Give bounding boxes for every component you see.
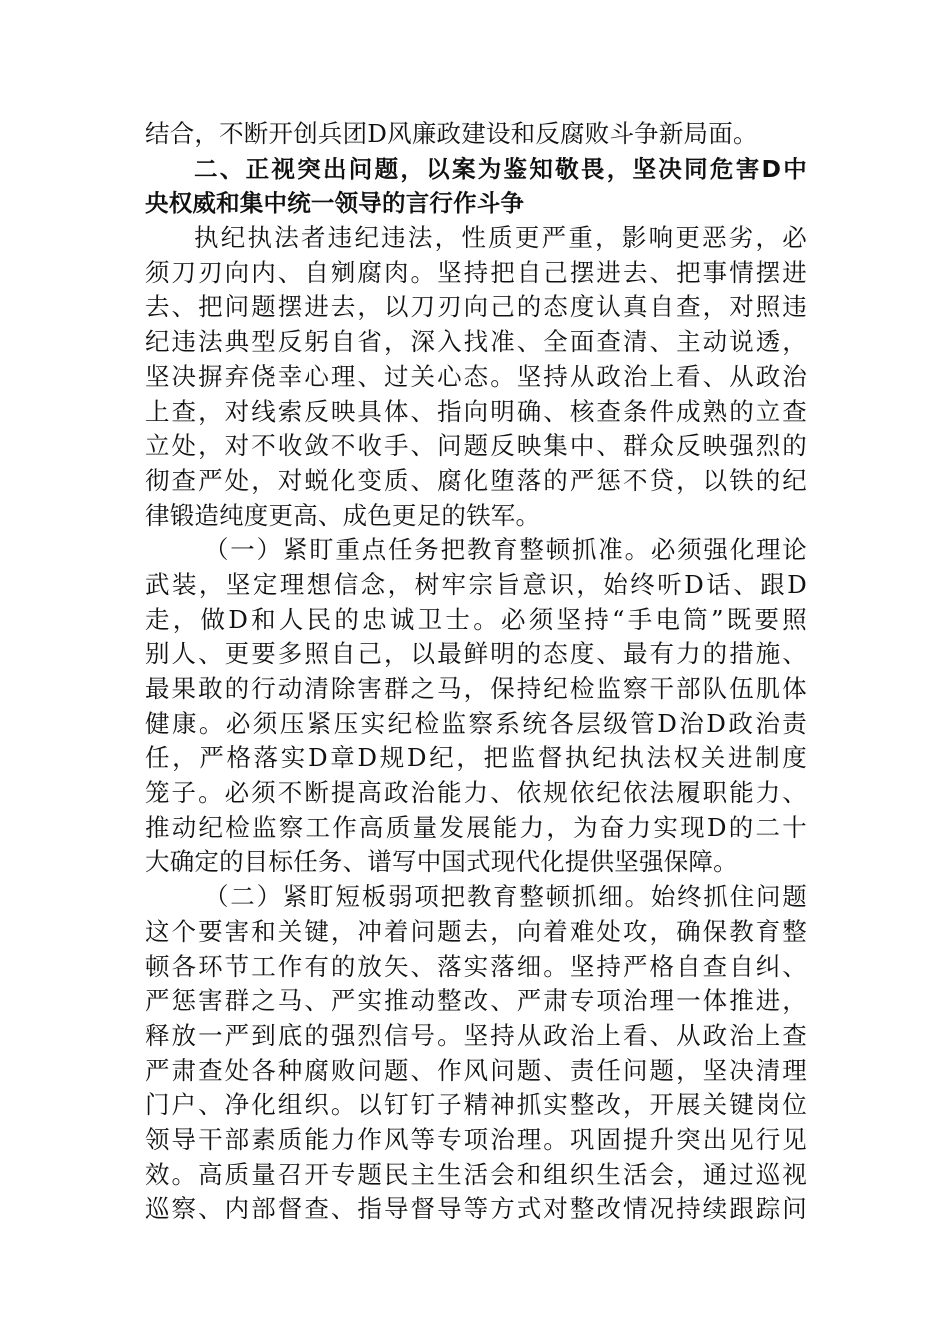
para-line: 门户、净化组织。以钉钉子精神抓实整改，开展关键岗位 — [145, 1090, 807, 1120]
para-line: 任，严格落实D章D规D纪，把监督执纪执法权关进制度 — [145, 743, 807, 773]
para-line: 坚决摒弃侥幸心理、过关心态。坚持从政治上看、从政治 — [145, 361, 807, 391]
para-line: 推动纪检监察工作高质量发展能力，为奋力实现D的二十 — [145, 812, 807, 842]
para-line: 笼子。必须不断提高政治能力、依规依纪依法履职能力、 — [145, 778, 807, 808]
para-line: 立处，对不收敛不收手、问题反映集中、群众反映强烈的 — [145, 431, 807, 461]
para-line: 这个要害和关键，冲着问题去，向着难处攻，确保教育整 — [145, 916, 807, 946]
para-line: 严惩害群之马、严实推动整改、严肃专项治理一体推进， — [145, 986, 807, 1016]
section-heading-line-2: 央权威和集中统一领导的言行作斗争 — [145, 189, 525, 218]
para-line: 健康。必须压紧压实纪检监察系统各层级管D治D政治责 — [145, 708, 807, 738]
para-line: 顿各环节工作有的放矢、落实落细。坚持严格自查自纠、 — [145, 951, 807, 981]
para-line: 释放一严到底的强烈信号。坚持从政治上看、从政治上查 — [145, 1020, 807, 1050]
para-line: 须刀刃向内、自剜腐肉。坚持把自己摆进去、把事情摆进 — [145, 257, 807, 287]
para-line-continued: 结合，不断开创兵团D风廉政建设和反腐败斗争新局面。 — [145, 119, 758, 148]
para-line: 去、把问题摆进去，以刀刃向己的态度认真自查，对照违 — [145, 292, 807, 322]
para-line: 执纪执法者违纪违法，性质更严重，影响更恶劣，必 — [194, 223, 807, 253]
para-line: 大确定的目标任务、谱写中国式现代化提供坚强保障。 — [145, 847, 738, 877]
section-heading-line-1: 二、正视突出问题，以案为鉴知敬畏，坚决同危害D中 — [194, 154, 807, 183]
document-body — [145, 117, 807, 1227]
para-line: 走，做D和人民的忠诚卫士。必须坚持“手电筒”既要照 — [145, 604, 807, 634]
para-line: 严肃查处各种腐败问题、作风问题、责任问题，坚决清理 — [145, 1055, 807, 1085]
para-line: 纪违法典型反躬自省，深入找准、全面查清、主动说透， — [145, 327, 807, 357]
para-line: 效。高质量召开专题民主生活会和组织生活会，通过巡视 — [145, 1159, 807, 1189]
para-line: 巡察、内部督查、指导督导等方式对整改情况持续跟踪问 — [145, 1194, 807, 1224]
para-line: 律锻造纯度更高、成色更足的铁军。 — [145, 500, 541, 530]
para-line: 最果敢的行动清除害群之马，保持纪检监察干部队伍肌体 — [145, 674, 807, 703]
para-line: 彻查严处，对蜕化变质、腐化堕落的严惩不贷，以铁的纪 — [145, 465, 807, 495]
para-line: 上查，对线索反映具体、指向明确、核查条件成熟的立查 — [145, 396, 807, 426]
subsection-heading-line: （二）紧盯短板弱项把教育整顿抓细。始终抓住问题 — [204, 882, 807, 912]
para-line: 领导干部素质能力作风等专项治理。巩固提升突出见行见 — [145, 1124, 807, 1154]
para-line: 武装，坚定理想信念，树牢宗旨意识，始终听D话、跟D — [145, 569, 807, 599]
subsection-heading-line: （一）紧盯重点任务把教育整顿抓准。必须强化理论 — [204, 535, 807, 565]
para-line: 别人、更要多照自己，以最鲜明的态度、最有力的措施、 — [145, 639, 807, 669]
